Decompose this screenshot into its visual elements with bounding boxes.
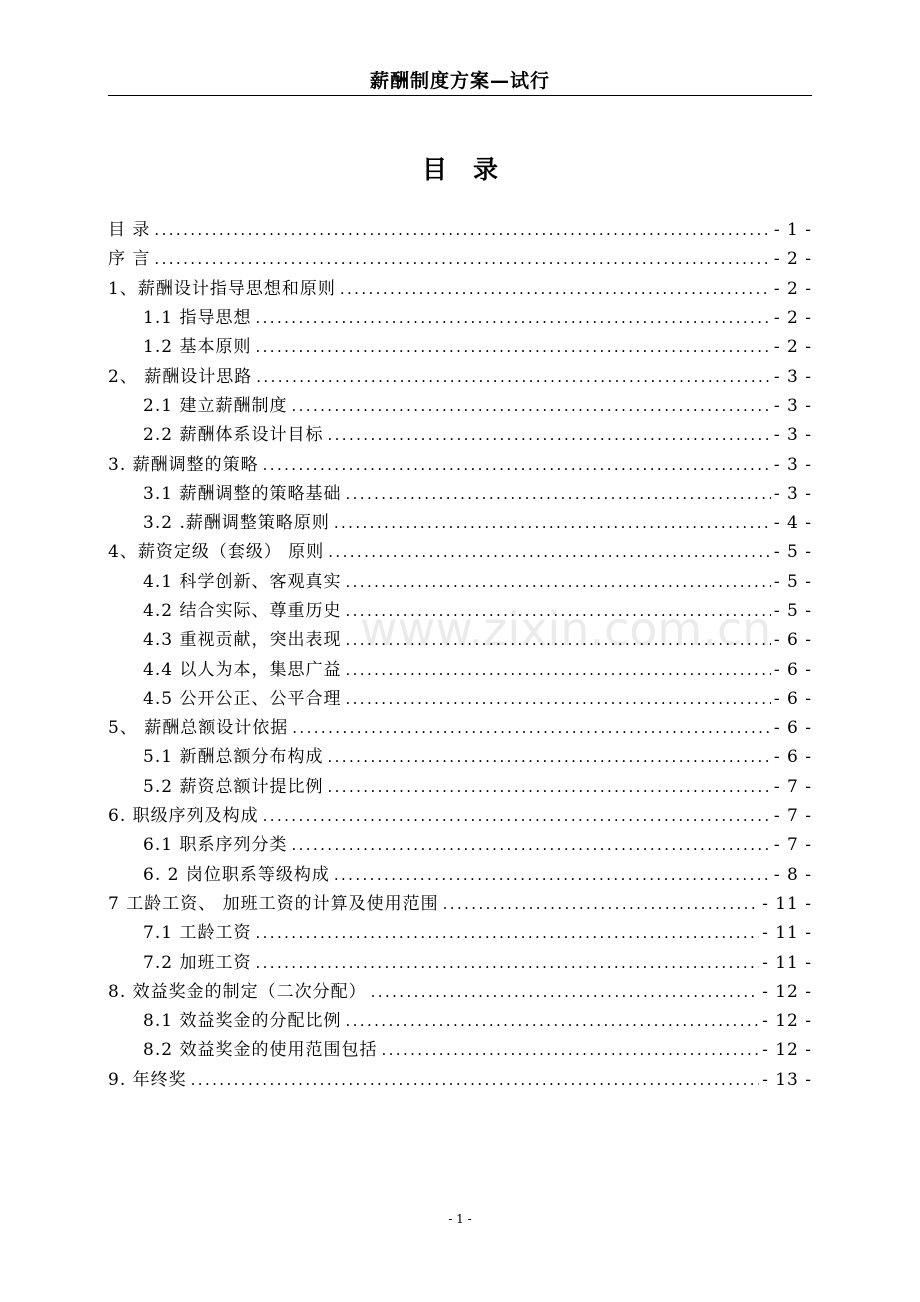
toc-dot-leader	[263, 809, 771, 824]
toc-entry-label: 4.5 公开公正、公平合理	[143, 688, 342, 709]
toc-entry-label: 7.2 加班工资	[143, 952, 252, 973]
toc-dot-leader	[345, 663, 770, 678]
toc-entry-page: - 3 -	[773, 425, 812, 446]
watermark: www.zixin.com.cn	[360, 602, 772, 656]
toc-dot-leader	[345, 604, 770, 619]
toc-entry-page: - 7 -	[773, 806, 812, 827]
toc-entry[interactable]	[108, 802, 812, 831]
toc-dot-leader	[154, 223, 770, 238]
toc-dot-leader	[345, 575, 770, 590]
toc-dot-leader	[345, 487, 770, 502]
toc-entry[interactable]	[108, 773, 812, 802]
toc-dot-leader	[263, 458, 771, 473]
toc-entry-label: 2、 薪酬设计思路	[108, 366, 253, 387]
toc-entry-page: - 1 -	[773, 220, 812, 241]
toc-entry[interactable]	[108, 597, 812, 626]
toc-entry-page: - 3 -	[773, 395, 812, 416]
toc-entry[interactable]	[108, 1036, 812, 1065]
toc-entry-label: 6. 2 岗位职系等级构成	[143, 864, 330, 885]
toc-entry-label: 2.1 建立薪酬制度	[143, 395, 288, 416]
toc-entry-page: - 4 -	[773, 513, 812, 534]
toc-dot-leader	[255, 311, 770, 326]
toc-entry-label: 9. 年终奖	[108, 1069, 187, 1090]
toc-entry[interactable]	[108, 743, 812, 772]
toc-entry[interactable]	[108, 362, 812, 391]
toc-entry-label: 8.2 效益奖金的使用范围包括	[143, 1040, 378, 1061]
toc-entry-label: 5.2 薪资总额计提比例	[143, 776, 324, 797]
toc-entry-page: - 2 -	[773, 337, 812, 358]
toc-entry-page: - 5 -	[773, 542, 812, 563]
toc-entry-page: - 5 -	[773, 571, 812, 592]
toc-dot-leader	[191, 1073, 759, 1088]
toc-entry-label: 序 言	[108, 249, 151, 270]
toc-entry-page: - 6 -	[773, 718, 812, 739]
toc-entry[interactable]	[108, 1007, 812, 1036]
toc-entry-page: - 5 -	[773, 601, 812, 621]
toc-entry-label: 3.1 薪酬调整的策略基础	[143, 483, 342, 504]
toc-entry[interactable]	[108, 919, 812, 948]
toc-entry-page: - 11 -	[762, 893, 812, 914]
toc-entry-page: - 12 -	[762, 1011, 812, 1032]
toc-entry[interactable]	[108, 890, 812, 919]
toc-entry-page: - 13 -	[762, 1069, 812, 1090]
toc-entry-label: 3. 薪酬调整的策略	[108, 454, 259, 475]
toc-entry[interactable]	[108, 480, 812, 509]
toc-dot-leader	[328, 545, 771, 560]
toc-dot-leader	[256, 370, 771, 385]
toc-entry[interactable]	[108, 216, 812, 245]
toc-entry[interactable]	[108, 275, 812, 304]
toc-entry[interactable]	[108, 538, 812, 567]
toc-dot-leader	[345, 633, 770, 648]
toc-entry-page: - 2 -	[773, 308, 812, 329]
toc-entry-page: - 6 -	[773, 659, 812, 680]
toc-entry-page: - 2 -	[773, 249, 812, 270]
toc-entry[interactable]	[108, 978, 812, 1007]
toc-entry-label: 1、薪酬设计指导思想和原则	[108, 278, 336, 299]
toc-dot-leader	[334, 516, 771, 531]
toc-dot-leader	[340, 282, 771, 297]
toc-dot-leader	[327, 428, 770, 443]
toc-entry-label: 2.2 薪酬体系设计目标	[143, 425, 324, 446]
toc-entry-page: - 7 -	[773, 835, 812, 856]
toc-heading	[0, 150, 920, 186]
toc-entry-page: - 3 -	[773, 454, 812, 475]
toc-entry-page: - 12 -	[762, 1040, 812, 1061]
toc-entry-page: - 12 -	[762, 981, 812, 1002]
toc-entry[interactable]	[108, 1066, 812, 1095]
table-of-contents	[108, 216, 812, 1095]
toc-dot-leader	[292, 721, 771, 736]
toc-entry-page: - 6 -	[773, 630, 812, 651]
toc-dot-leader	[255, 956, 759, 971]
toc-entry-label: 7.1 工龄工资	[143, 923, 252, 944]
toc-entry-page: - 11 -	[762, 923, 812, 944]
toc-entry[interactable]	[108, 421, 812, 450]
toc-entry[interactable]	[108, 568, 812, 597]
toc-entry-page: - 11 -	[762, 952, 812, 973]
toc-entry-label: 6. 职级序列及构成	[108, 806, 259, 827]
toc-entry[interactable]	[108, 861, 812, 890]
toc-dot-leader	[291, 838, 770, 853]
toc-entry[interactable]	[108, 831, 812, 860]
toc-entry[interactable]	[108, 304, 812, 333]
toc-entry-page: - 6 -	[773, 688, 812, 709]
toc-dot-leader	[327, 750, 770, 765]
page-number: - 1 -	[448, 1212, 472, 1226]
toc-entry[interactable]	[108, 685, 812, 714]
toc-entry[interactable]	[108, 714, 812, 743]
toc-entry[interactable]	[108, 450, 812, 479]
toc-entry-page: - 3 -	[773, 483, 812, 504]
toc-dot-leader	[291, 399, 770, 414]
toc-entry-page: - 8 -	[773, 864, 812, 885]
toc-entry-page: - 3 -	[773, 366, 812, 387]
toc-entry-label: 1.1 指导思想	[143, 308, 252, 329]
toc-entry-label: 3.2 .薪酬调整策略原则	[143, 513, 330, 534]
toc-entry[interactable]	[108, 509, 812, 538]
toc-dot-leader	[371, 985, 759, 1000]
toc-entry[interactable]	[108, 245, 812, 274]
toc-entry-label: 4.2 结合实际、尊重历史	[143, 601, 342, 621]
toc-entry-label: 4、薪资定级（套级） 原则	[108, 542, 325, 563]
toc-entry-label: 4.3 重视贡献，突出表现	[143, 630, 342, 651]
toc-dot-leader	[443, 897, 759, 912]
toc-dot-leader	[255, 340, 770, 355]
toc-entry-label: 8. 效益奖金的制定（二次分配）	[108, 981, 367, 1002]
toc-entry[interactable]	[108, 655, 812, 684]
toc-entry[interactable]	[108, 626, 812, 655]
toc-dot-leader	[334, 868, 771, 883]
toc-entry-page: - 7 -	[773, 776, 812, 797]
toc-heading-char-2: 录	[473, 155, 499, 184]
toc-entry-page: - 6 -	[773, 747, 812, 768]
toc-entry[interactable]	[108, 392, 812, 421]
toc-entry-label: 7 工龄工资、 加班工资的计算及使用范围	[108, 893, 439, 914]
toc-entry-label: 目 录	[108, 220, 151, 241]
toc-heading-char-1: 目	[421, 155, 447, 184]
toc-entry-label: 4.1 科学创新、客观真实	[143, 571, 342, 592]
toc-entry-label: 5、 薪酬总额设计依据	[108, 718, 289, 739]
toc-dot-leader	[381, 1043, 759, 1058]
toc-entry-label: 8.1 效益奖金的分配比例	[143, 1011, 342, 1032]
page-header-title: 薪酬制度方案—试行	[369, 70, 550, 92]
header-divider	[108, 95, 812, 96]
toc-entry-label: 4.4 以人为本，集思广益	[143, 659, 342, 680]
toc-dot-leader	[154, 252, 770, 267]
toc-dot-leader	[345, 692, 770, 707]
toc-entry[interactable]	[108, 333, 812, 362]
toc-entry-page: - 2 -	[773, 278, 812, 299]
toc-dot-leader	[255, 926, 759, 941]
toc-entry-label: 6.1 职系序列分类	[143, 835, 288, 856]
toc-entry-label: 5.1 新酬总额分布构成	[143, 747, 324, 768]
toc-dot-leader	[327, 780, 770, 795]
toc-entry-label: 1.2 基本原则	[143, 337, 252, 358]
toc-entry[interactable]	[108, 948, 812, 977]
toc-dot-leader	[345, 1014, 759, 1029]
